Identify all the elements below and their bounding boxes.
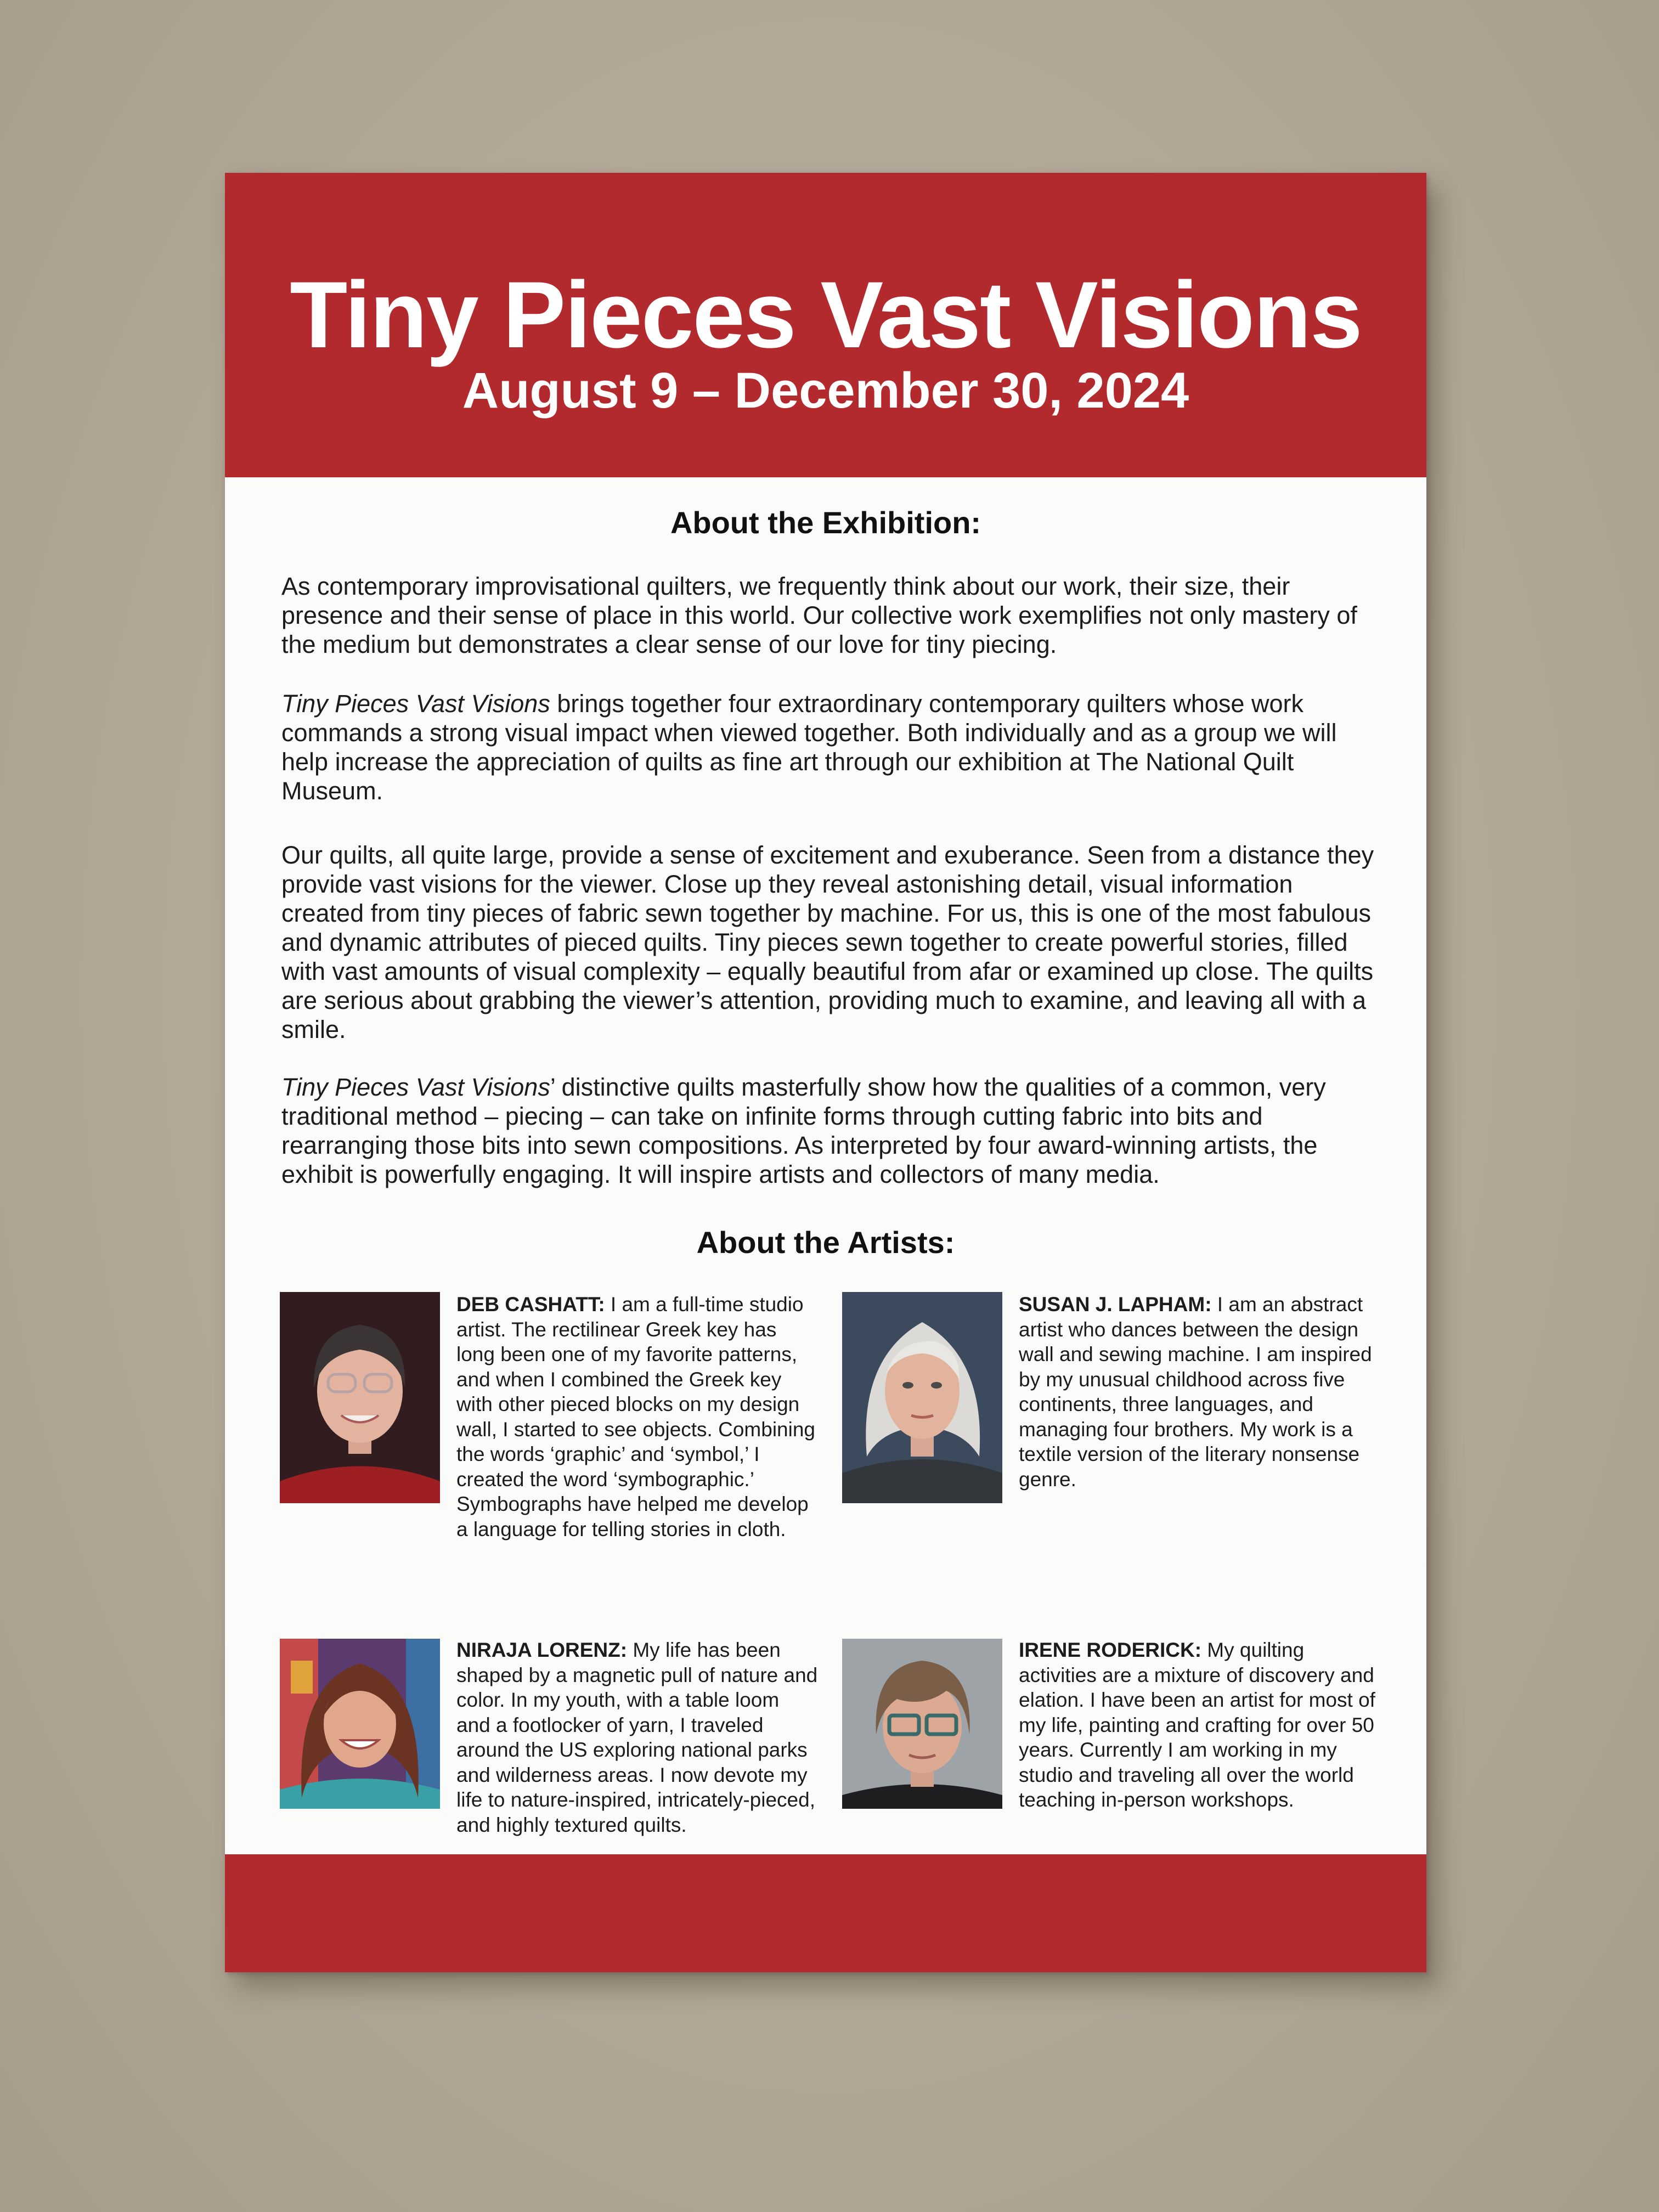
artists-heading: About the Artists: — [696, 1225, 955, 1260]
exhibition-name-italic: Tiny Pieces Vast Visions — [281, 1073, 550, 1101]
artist-photo-irene-roderick — [842, 1639, 1002, 1809]
bottom-banner — [225, 1854, 1426, 1972]
artist-card-susan-lapham — [842, 1292, 1391, 1588]
exhibition-dates: August 9 – December 30, 2024 — [462, 363, 1189, 419]
artist-bio-deb-cashatt — [456, 1292, 819, 1542]
exhibition-sign — [225, 173, 1426, 1972]
exhibition-title: Tiny Pieces Vast Visions — [290, 262, 1362, 368]
artist-photo-deb-cashatt — [280, 1292, 440, 1503]
artist-bio-text: My life has been shaped by a magnetic pull of nature and color. In my youth, with a table loom and a footlocker of yarn, I traveled around the US exploring national parks and wilderness areas. I now devote my life to nature-inspired, intricately-pieced, and highly textured quilts. — [456, 1639, 818, 1836]
exhibition-paragraph-2 — [281, 689, 1379, 805]
artist-photo-susan-lapham — [842, 1292, 1002, 1503]
artist-bio-niraja-lorenz — [456, 1638, 819, 1837]
exhibition-heading: About the Exhibition: — [670, 505, 981, 540]
exhibition-paragraph-4 — [281, 1073, 1379, 1189]
paragraph-text: ’ distinctive quilts masterfully show how the qualities of a common, very traditional method – piecing – can take on infinite forms through cutting fabric into bits and rearranging those bits into sewn compositions. As interpreted by four award-winning artists, the exhibit is powerfully engaging. It will inspire artists and collectors of many media. — [281, 1073, 1326, 1188]
exhibition-name-italic: Tiny Pieces Vast Visions — [281, 690, 550, 718]
artist-bio-text: My quilting activities are a mixture of discovery and elation. I have been an artist for most of my life, painting and crafting for over 50 years. Currently I am working in my studio and traveling all over the world teaching in-person workshops. — [1019, 1639, 1375, 1811]
artist-name: IRENE RODERICK: — [1019, 1639, 1202, 1661]
artist-bio-irene-roderick — [1019, 1638, 1381, 1813]
artist-name: SUSAN J. LAPHAM: — [1019, 1293, 1212, 1316]
artist-bio-text: I am a full-time studio artist. The rectilinear Greek key has long been one of my favorite patterns, and when I combined the Greek key with other pieced blocks on my design wall, I started to see objects. Combining the words ‘graphic’ and ‘symbol,’ I created the word ‘symbographic.’ Symbographs have helped me develop a language for telling stories in cloth. — [456, 1293, 815, 1541]
exhibition-paragraph-3: Our quilts, all quite large, provide a sense of excitement and exuberance. Seen from a distance they provide vast visions for the viewer. Close up they reveal astonishing detail, visual information created from tiny pieces of fabric sewn together by machine. For us, this is one of the most fabulous and dynamic attributes of pieced quilts. Tiny pieces sewn together to create powerful stories, filled with vast amounts of visual complexity – equally beautiful from afar or examined up close. The quilts are serious about grabbing the viewer’s attention, providing much to examine, and leaving all with a smile. — [281, 841, 1374, 1043]
artist-name: DEB CASHATT: — [456, 1293, 605, 1316]
artist-bio-susan-lapham — [1019, 1292, 1381, 1492]
paragraph-text: brings together four extraordinary contemporary quilters whose work commands a strong visual impact when viewed together. Both individually and as a group we will help increase the appreciation of quilts as fine art through our exhibition at The National Quilt Museum. — [281, 690, 1337, 805]
artist-card-deb-cashatt — [280, 1292, 828, 1588]
artist-bio-text: I am an abstract artist who dances between the design wall and sewing machine. I am inspired by my unusual childhood across five continents, three languages, and managing four brothers. My work is a textile version of the literary nonsense genre. — [1019, 1293, 1372, 1491]
exhibition-paragraph-1: As contemporary improvisational quilters, we frequently think about our work, their size, their presence and their sense of place in this world. Our collective work exemplifies not only mastery of the medium but demonstrates a clear sense of our love for tiny piecing. — [281, 572, 1357, 658]
artist-photo-niraja-lorenz — [280, 1639, 440, 1809]
artist-name: NIRAJA LORENZ: — [456, 1639, 628, 1661]
title-banner — [225, 173, 1426, 477]
